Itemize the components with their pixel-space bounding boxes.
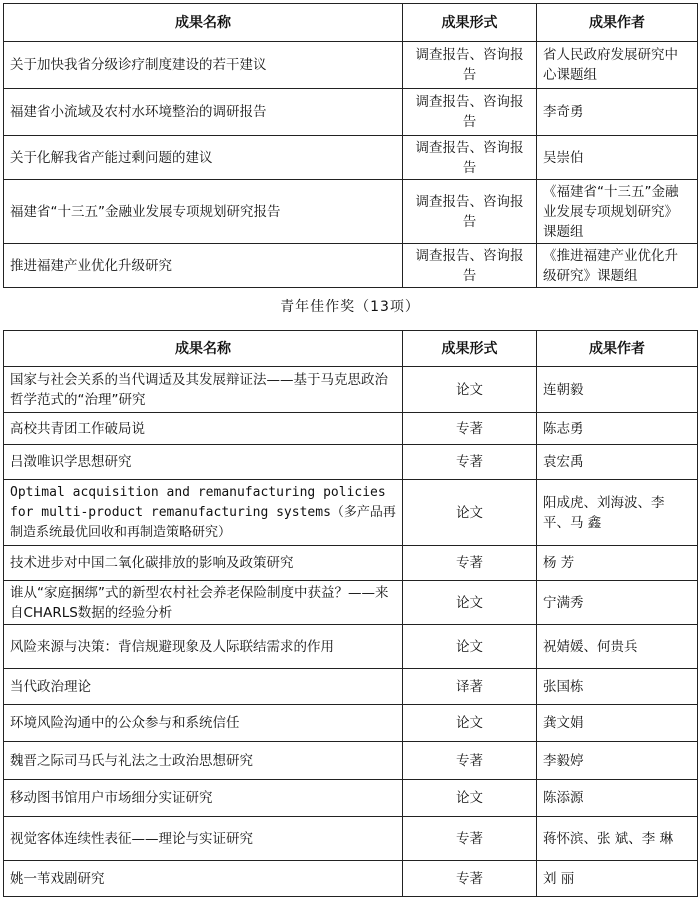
- result-form: 论文: [403, 367, 537, 413]
- result-form: 论文: [403, 581, 537, 625]
- result-author: 宁满秀: [537, 581, 698, 625]
- table-row: [4, 42, 698, 89]
- result-author: 张国栋: [537, 669, 698, 705]
- table-row: [4, 367, 698, 413]
- result-name: 高校共青团工作破局说: [4, 413, 403, 445]
- result-name: 姚一苇戏剧研究: [4, 861, 403, 897]
- result-form: 论文: [403, 625, 537, 669]
- result-name: 福建省小流域及农村水环境整治的调研报告: [4, 89, 403, 136]
- result-name: 推进福建产业优化升级研究: [4, 244, 403, 288]
- result-author: 刘 丽: [537, 861, 698, 897]
- result-author: 龚文娟: [537, 705, 698, 742]
- result-author: 连朝毅: [537, 367, 698, 413]
- result-form: 专著: [403, 546, 537, 581]
- table-row: [4, 861, 698, 897]
- result-form: 论文: [403, 780, 537, 817]
- table-row: [4, 625, 698, 669]
- table-header-row: [4, 331, 698, 367]
- result-form: 专著: [403, 413, 537, 445]
- result-name: 当代政治理论: [4, 669, 403, 705]
- result-form: 论文: [403, 480, 537, 546]
- youth-award-table: [3, 330, 698, 897]
- result-name: 技术进步对中国二氧化碳排放的影响及政策研究: [4, 546, 403, 581]
- result-form: 调查报告、咨询报告: [403, 42, 537, 89]
- result-name: 移动图书馆用户市场细分实证研究: [4, 780, 403, 817]
- result-name: 谁从“家庭捆绑”式的新型农村社会养老保险制度中获益？——来自CHARLS数据的经验分析: [4, 581, 403, 625]
- table-row: [4, 669, 698, 705]
- result-author: 陈添源: [537, 780, 698, 817]
- result-author: 省人民政府发展研究中心课题组: [537, 42, 698, 89]
- result-author: 杨 芳: [537, 546, 698, 581]
- result-author: 阳成虎、刘海波、李 平、马 鑫: [537, 480, 698, 546]
- result-author: 李毅婷: [537, 742, 698, 780]
- table-row: [4, 136, 698, 180]
- table-header-row: [4, 4, 698, 42]
- table-row: [4, 244, 698, 288]
- result-author: 《福建省“十三五”金融业发展专项规划研究》课题组: [537, 180, 698, 244]
- result-author: 《推进福建产业优化升级研究》课题组: [537, 244, 698, 288]
- table-row: [4, 817, 698, 861]
- result-form: 调查报告、咨询报告: [403, 244, 537, 288]
- result-form: 调查报告、咨询报告: [403, 136, 537, 180]
- result-form: 译著: [403, 669, 537, 705]
- table-row: [4, 180, 698, 244]
- table-row: [4, 480, 698, 546]
- header-name: 成果名称: [4, 4, 403, 42]
- section-title: 青年佳作奖（13项）: [280, 299, 420, 315]
- table-row: [4, 445, 698, 480]
- result-name: 吕澂唯识学思想研究: [4, 445, 403, 480]
- table-row: [4, 413, 698, 445]
- table-row: [4, 742, 698, 780]
- header-author: 成果作者: [537, 4, 698, 42]
- result-name: 风险来源与决策：背信规避现象及人际联结需求的作用: [4, 625, 403, 669]
- result-author: 李奇勇: [537, 89, 698, 136]
- result-name: 魏晋之际司马氏与礼法之士政治思想研究: [4, 742, 403, 780]
- result-name: Optimal acquisition and remanufacturing policies for multi-product remanufacturing systems（多产品再制造系统最优回收和再制造策略研究）: [4, 480, 403, 546]
- result-name: 环境风险沟通中的公众参与和系统信任: [4, 705, 403, 742]
- result-name: 国家与社会关系的当代调适及其发展辩证法——基于马克思政治哲学范式的“治理”研究: [4, 367, 403, 413]
- result-form: 论文: [403, 705, 537, 742]
- result-name: 视觉客体连续性表征——理论与实证研究: [4, 817, 403, 861]
- table-row: [4, 780, 698, 817]
- table-row: [4, 581, 698, 625]
- awards-table-top: [3, 3, 698, 288]
- result-author: 祝婧媛、何贵兵: [537, 625, 698, 669]
- header-author: 成果作者: [537, 331, 698, 367]
- result-author: 陈志勇: [537, 413, 698, 445]
- result-name: 关于加快我省分级诊疗制度建设的若干建议: [4, 42, 403, 89]
- header-form: 成果形式: [403, 331, 537, 367]
- result-form: 专著: [403, 445, 537, 480]
- table-row: [4, 89, 698, 136]
- result-author: 蒋怀滨、张 斌、李 琳: [537, 817, 698, 861]
- result-author: 吴崇伯: [537, 136, 698, 180]
- header-name: 成果名称: [4, 331, 403, 367]
- result-form: 调查报告、咨询报告: [403, 180, 537, 244]
- result-form: 专著: [403, 742, 537, 780]
- result-form: 调查报告、咨询报告: [403, 89, 537, 136]
- header-form: 成果形式: [403, 4, 537, 42]
- table-row: [4, 705, 698, 742]
- result-name: 关于化解我省产能过剩问题的建议: [4, 136, 403, 180]
- result-name: 福建省“十三五”金融业发展专项规划研究报告: [4, 180, 403, 244]
- result-form: 专著: [403, 861, 537, 897]
- table-row: [4, 546, 698, 581]
- result-form: 专著: [403, 817, 537, 861]
- result-author: 袁宏禹: [537, 445, 698, 480]
